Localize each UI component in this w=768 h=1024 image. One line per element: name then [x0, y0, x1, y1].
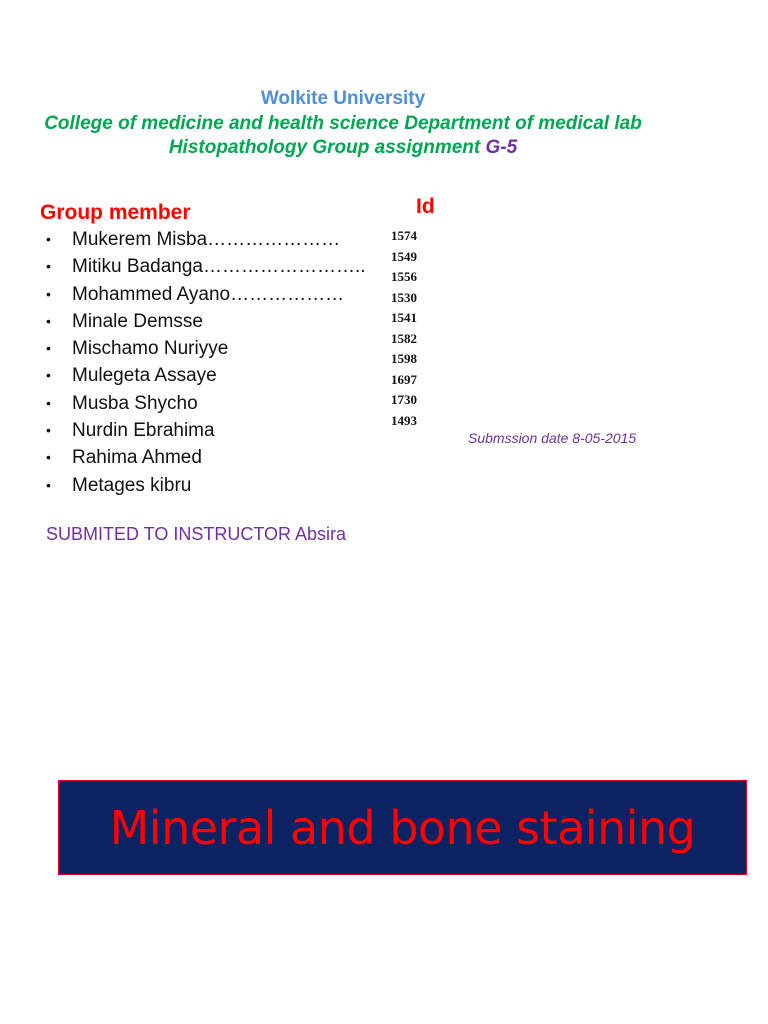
member-id: 1730	[391, 392, 417, 407]
member-id: 1549	[391, 248, 417, 264]
member-id-list	[391, 226, 417, 431]
member-id: 1598	[391, 351, 417, 366]
member-id: 1541	[391, 310, 417, 325]
assignment-title: Histopathology Group assignment	[168, 137, 481, 158]
id-heading: Id	[416, 195, 435, 218]
member-name: • Mukerem Misba…………………	[46, 226, 366, 253]
title-banner	[58, 780, 747, 875]
college-department: College of medicine and health science Department of medical lab	[44, 113, 642, 134]
group-member-heading: Group member	[40, 201, 191, 224]
member-id: 1493	[391, 412, 417, 428]
member-id: 1697	[391, 371, 417, 387]
member-id: 1574	[391, 228, 417, 243]
member-name: • Mitiku Badanga……………………..	[46, 253, 366, 280]
member-name: • Mohammed Ayano………………	[46, 281, 366, 308]
member-id: 1556	[391, 269, 417, 284]
member-name: • Rahima Ahmed	[46, 444, 366, 471]
document-title: Mineral and bone staining	[109, 800, 696, 855]
member-name: • Mischamo Nuriyye	[46, 335, 366, 362]
member-id: 1582	[391, 330, 417, 346]
group-code: G-5	[485, 137, 518, 158]
member-name: • Mulegeta Assaye	[46, 362, 366, 389]
member-name: • Metages kibru	[46, 472, 366, 499]
member-id: 1530	[391, 289, 417, 305]
member-list	[46, 226, 366, 499]
member-name: • Minale Demsse	[46, 308, 366, 335]
university-name: Wolkite University	[260, 88, 426, 109]
member-name: • Nurdin Ebrahima	[46, 417, 366, 444]
member-name: • Musba Shycho	[46, 390, 366, 417]
submitted-to-instructor: SUBMITED TO INSTRUCTOR Absira	[46, 524, 347, 544]
submission-date: Submssion date 8-05-2015	[468, 430, 637, 446]
assignment-line	[0, 137, 686, 159]
